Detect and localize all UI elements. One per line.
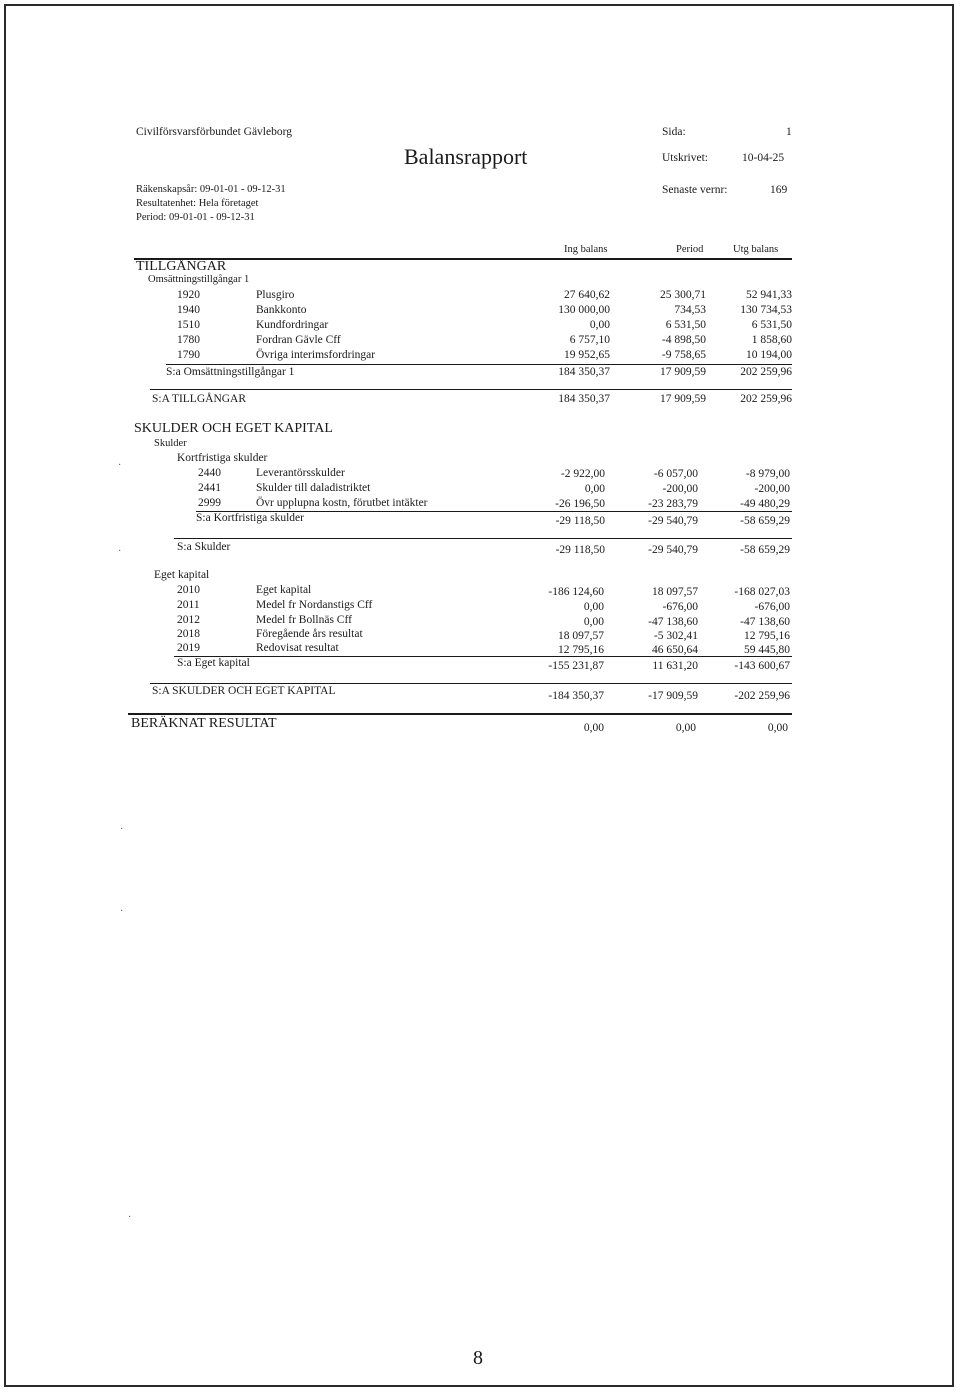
period-value: 734,53 <box>674 304 706 316</box>
subtotal-rule <box>174 538 792 539</box>
opening-balance-value: 0,00 <box>583 601 604 613</box>
printed-date: 10-04-25 <box>742 152 785 164</box>
calculated-result-period: 0,00 <box>675 722 696 734</box>
account-name: Medel fr Nordanstigs Cff <box>256 599 373 611</box>
equity-sum-opening: -155 231,87 <box>548 660 604 672</box>
opening-balance-value: 0,00 <box>584 483 605 495</box>
total-liabilities-opening: -184 350,37 <box>548 690 604 702</box>
account-number: 2018 <box>177 628 200 640</box>
account-name: Skulder till daladistriktet <box>256 482 371 494</box>
account-number: 1780 <box>177 334 200 346</box>
last-vernr-value: 169 <box>770 184 788 196</box>
account-number: 1940 <box>177 304 200 316</box>
account-name: Fordran Gävle Cff <box>256 334 341 346</box>
closing-balance-value: -676,00 <box>754 601 790 613</box>
period-value: 46 650,64 <box>652 644 698 656</box>
account-number: 2999 <box>198 497 221 509</box>
account-number: 1790 <box>177 349 200 361</box>
account-number: 2010 <box>177 584 200 596</box>
opening-balance-value: -26 196,50 <box>555 498 605 510</box>
col-opening-balance: Ing balans <box>564 244 608 255</box>
scan-speck: · <box>120 824 124 835</box>
page-label: Sida: <box>662 126 686 138</box>
liabilities-sum-period: -29 540,79 <box>648 544 698 556</box>
opening-balance-value: 0,00 <box>583 616 604 628</box>
opening-balance-value: 18 097,57 <box>558 630 604 642</box>
result-unit: Resultatenhet: Hela företaget <box>136 198 259 209</box>
period-value: -200,00 <box>662 483 698 495</box>
subtotal-rule <box>174 656 792 657</box>
total-liabilities-closing: -202 259,96 <box>734 690 790 702</box>
period-range: Period: 09-01-01 - 09-12-31 <box>136 212 255 223</box>
account-name: Övriga interimsfordringar <box>256 349 376 361</box>
liabilities-sum-opening: -29 118,50 <box>555 544 605 556</box>
opening-balance-value: -186 124,60 <box>548 586 604 598</box>
result-rule <box>128 713 792 715</box>
account-number: 2011 <box>177 599 200 611</box>
calculated-result-closing: 0,00 <box>767 722 788 734</box>
period-value: -4 898,50 <box>661 334 706 346</box>
scan-speck: · <box>118 460 122 471</box>
page-value: 1 <box>786 126 792 138</box>
report-title: Balansrapport <box>404 144 528 169</box>
closing-balance-value: 130 734,53 <box>740 304 792 316</box>
subtotal-period: 17 909,59 <box>660 366 706 378</box>
calculated-result-opening: 0,00 <box>583 722 604 734</box>
closing-balance-value: 12 795,16 <box>744 630 790 642</box>
page-number: 8 <box>473 1347 483 1369</box>
fiscal-year: Räkenskapsår: 09-01-01 - 09-12-31 <box>136 184 286 195</box>
total-assets-label: S:A TILLGÅNGAR <box>152 393 247 405</box>
account-name: Föregående års resultat <box>256 628 363 640</box>
account-name: Redovisat resultat <box>256 642 339 654</box>
closing-balance-value: -8 979,00 <box>745 468 790 480</box>
period-value: -47 138,60 <box>648 616 698 628</box>
account-name: Leverantörsskulder <box>256 467 345 479</box>
subtotal-opening: 184 350,37 <box>558 366 610 378</box>
closing-balance-value: -47 138,60 <box>740 616 790 628</box>
account-number: 1920 <box>177 289 200 301</box>
period-value: -676,00 <box>662 601 698 613</box>
period-value: -9 758,65 <box>661 349 706 361</box>
opening-balance-value: 0,00 <box>589 319 610 331</box>
opening-balance-value: 6 757,10 <box>569 334 610 346</box>
account-name: Bankkonto <box>256 304 307 316</box>
total-liabilities-period: -17 909,59 <box>648 690 698 702</box>
closing-balance-value: -49 480,29 <box>740 498 790 510</box>
subtotal-rule <box>166 364 792 365</box>
closing-balance-value: 10 194,00 <box>746 349 792 361</box>
opening-balance-value: 27 640,62 <box>564 289 610 301</box>
total-rule <box>150 389 792 390</box>
closing-balance-value: 1 858,60 <box>751 334 792 346</box>
scan-speck: · <box>120 906 124 917</box>
period-value: 18 097,57 <box>652 586 698 598</box>
scan-speck: · <box>128 1212 132 1223</box>
account-name: Plusgiro <box>256 289 295 301</box>
scan-speck: · <box>118 546 122 557</box>
account-name: Medel fr Bollnäs Cff <box>256 614 352 626</box>
total-liabilities-label: S:A SKULDER OCH EGET KAPITAL <box>152 685 336 697</box>
account-number: 2441 <box>198 482 221 494</box>
equity-sum-closing: -143 600,67 <box>734 660 790 672</box>
closing-balance-value: -168 027,03 <box>734 586 790 598</box>
printed-label: Utskrivet: <box>662 152 708 164</box>
calculated-result-label: BERÄKNAT RESULTAT <box>131 716 277 731</box>
account-name: Eget kapital <box>256 584 312 596</box>
opening-balance-value: -2 922,00 <box>560 468 605 480</box>
header-rule <box>134 258 792 260</box>
account-number: 1510 <box>177 319 200 331</box>
closing-balance-value: 59 445,80 <box>744 644 790 656</box>
closing-balance-value: -200,00 <box>754 483 790 495</box>
period-value: 6 531,50 <box>665 319 706 331</box>
account-name: Övr upplupna kostn, förutbet intäkter <box>256 497 428 509</box>
col-closing-balance: Utg balans <box>733 244 779 255</box>
account-number: 2440 <box>198 467 221 479</box>
opening-balance-value: 19 952,65 <box>564 349 610 361</box>
short-term-sum-opening: -29 118,50 <box>555 515 605 527</box>
opening-balance-value: 130 000,00 <box>558 304 610 316</box>
liabilities-sum-closing: -58 659,29 <box>740 544 790 556</box>
assets-heading: TILLGÅNGAR <box>136 259 227 274</box>
account-number: 2019 <box>177 642 200 654</box>
period-value: -6 057,00 <box>653 468 698 480</box>
total-rule <box>150 683 792 684</box>
opening-balance-value: 12 795,16 <box>558 644 604 656</box>
period-value: -5 302,41 <box>653 630 698 642</box>
short-term-group: Kortfristiga skulder <box>177 452 268 464</box>
closing-balance-value: 6 531,50 <box>751 319 792 331</box>
equity-sum-label: S:a Eget kapital <box>177 657 250 669</box>
subtotal-closing: 202 259,96 <box>740 366 792 378</box>
liabilities-sum-label: S:a Skulder <box>177 541 231 553</box>
total-assets-closing: 202 259,96 <box>740 393 792 405</box>
short-term-sum-label: S:a Kortfristiga skulder <box>196 512 304 524</box>
equity-sum-period: 11 631,20 <box>652 660 698 672</box>
account-number: 2012 <box>177 614 200 626</box>
period-value: 25 300,71 <box>660 289 706 301</box>
current-assets-group: Omsättningstillgångar 1 <box>148 274 250 285</box>
liabilities-heading: SKULDER OCH EGET KAPITAL <box>134 421 333 436</box>
total-assets-opening: 184 350,37 <box>558 393 610 405</box>
col-period: Period <box>676 244 704 255</box>
short-term-sum-period: -29 540,79 <box>648 515 698 527</box>
short-term-sum-closing: -58 659,29 <box>740 515 790 527</box>
closing-balance-value: 52 941,33 <box>746 289 792 301</box>
account-name: Kundfordringar <box>256 319 329 331</box>
total-assets-period: 17 909,59 <box>660 393 706 405</box>
liabilities-group: Skulder <box>154 438 187 449</box>
subtotal-label: S:a Omsättningstillgångar 1 <box>166 366 295 378</box>
organization-name: Civilförsvarsförbundet Gävleborg <box>136 126 292 138</box>
equity-group: Eget kapital <box>154 569 210 581</box>
last-vernr-label: Senaste vernr: <box>662 184 728 196</box>
period-value: -23 283,79 <box>648 498 698 510</box>
